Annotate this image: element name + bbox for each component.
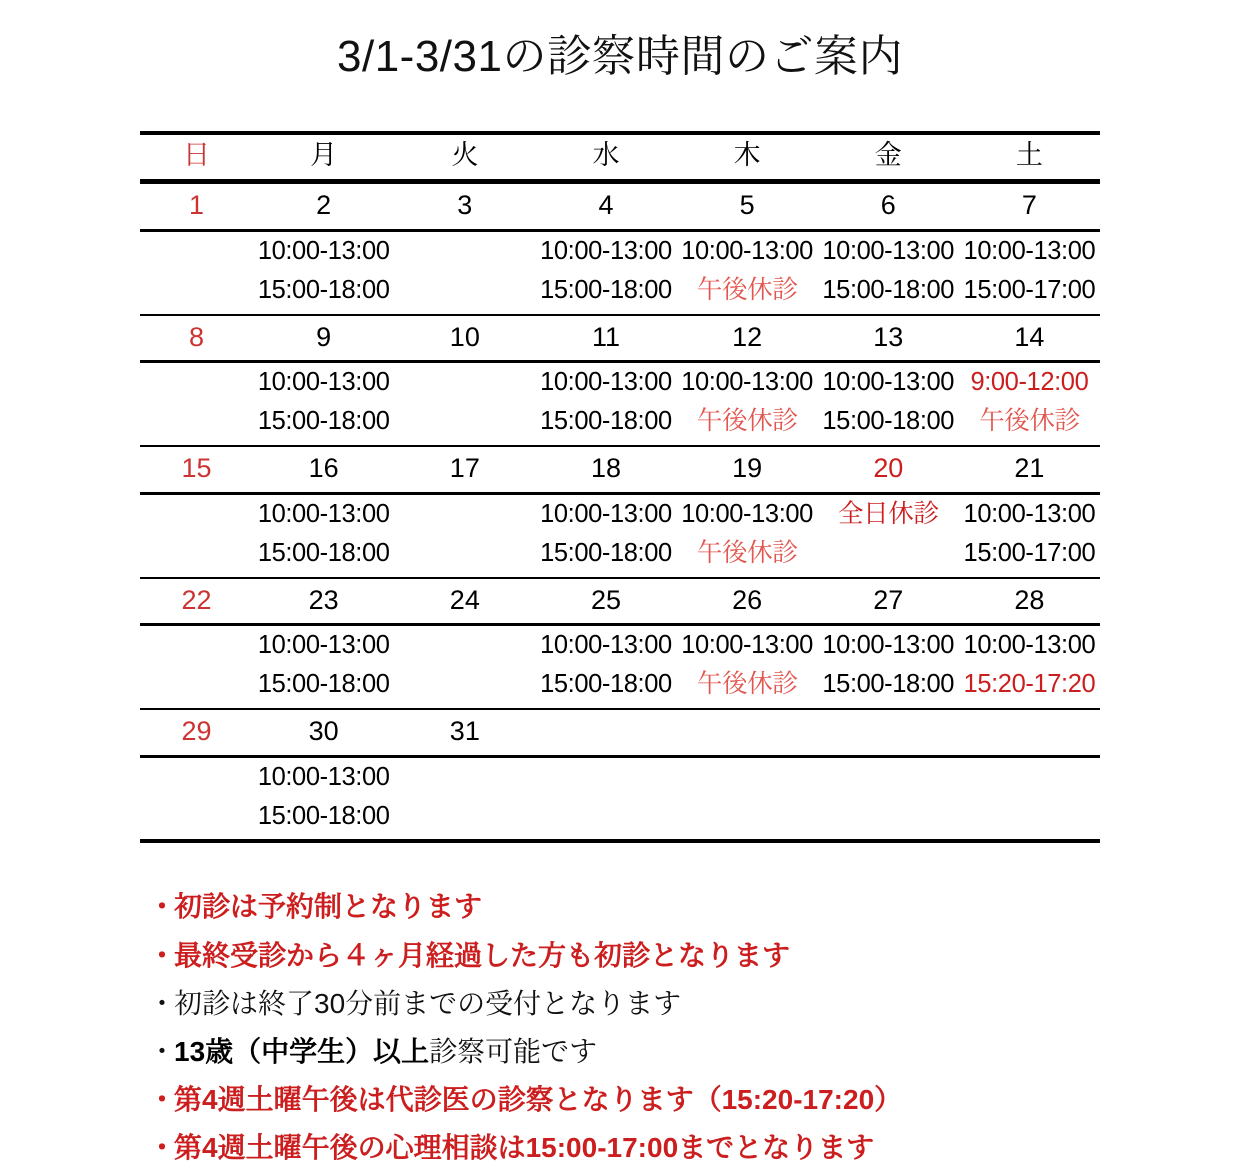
morning-hours-cell: 10:00-13:00: [681, 236, 813, 265]
date-cell: 30: [253, 709, 394, 756]
afternoon-hours-cell: [535, 797, 676, 842]
afternoon-hours-cell: 15:00-18:00: [540, 275, 672, 304]
note-bullet-icon: ・: [148, 987, 175, 1019]
date-cell: 3: [394, 183, 535, 230]
note-item-4: [148, 1028, 1148, 1076]
morning-hours-cell: [959, 756, 1100, 796]
date-cell: 8: [140, 315, 253, 362]
note-text: 第4週土曜午後は代診医の診察となります（15:20-17:20）: [174, 1084, 903, 1116]
date-row: [140, 315, 1100, 362]
morning-hours-cell: 10:00-13:00: [540, 631, 672, 660]
afternoon-hours-cell: 午後休診: [696, 538, 798, 567]
date-row: [140, 446, 1100, 493]
note-bullet-icon: ・: [148, 1035, 175, 1067]
note-bold-text: 13歳（中学生）以上: [174, 1035, 430, 1067]
morning-hours-cell: 10:00-13:00: [257, 499, 390, 528]
date-cell: [535, 709, 676, 756]
morning-hours-cell: 10:00-13:00: [963, 499, 1096, 528]
note-text: 初診は終了30分前までの受付となります: [174, 987, 682, 1019]
afternoon-hours-cell: 15:00-18:00: [540, 670, 672, 699]
weekday-header-5: 金: [818, 133, 959, 181]
afternoon-hours-cell: [140, 271, 253, 315]
note-item-2: [148, 932, 1148, 980]
date-cell: 20: [818, 446, 959, 493]
weekday-header-3: 水: [535, 133, 676, 181]
afternoon-hours-cell: 15:00-17:00: [963, 275, 1096, 304]
weekday-header-1: 月: [253, 133, 394, 181]
date-cell: 2: [253, 183, 394, 230]
note-item-6: [148, 1124, 1148, 1172]
rule-cell: [253, 841, 394, 843]
afternoon-hours-cell: [394, 271, 535, 315]
date-cell: 14: [959, 315, 1100, 362]
weekday-header-2: 火: [394, 133, 535, 181]
morning-hours-cell: [394, 756, 535, 796]
date-cell: 4: [535, 183, 676, 230]
afternoon-hours-cell: 15:00-18:00: [257, 275, 390, 304]
afternoon-hours-cell: 15:00-18:00: [257, 670, 390, 699]
afternoon-hours-cell: 午後休診: [979, 407, 1080, 436]
date-cell: 5: [677, 183, 818, 230]
morning-hours-cell: [140, 625, 253, 665]
morning-hours-row: [140, 625, 1100, 665]
date-cell: 1: [140, 183, 253, 230]
date-cell: 28: [959, 578, 1100, 625]
morning-hours-cell: [140, 756, 253, 796]
date-cell: 22: [140, 578, 253, 625]
date-row: [140, 578, 1100, 625]
date-cell: 31: [394, 709, 535, 756]
morning-hours-cell: 10:00-13:00: [540, 368, 672, 397]
date-cell: [677, 709, 818, 756]
note-text: 第4週土曜午後の心理相談は15:00-17:00までとなります: [174, 1132, 875, 1164]
afternoon-hours-cell: 15:00-17:00: [963, 538, 1096, 567]
afternoon-hours-cell: 午後休診: [696, 275, 798, 304]
morning-hours-cell: [535, 756, 676, 796]
morning-hours-cell: [394, 230, 535, 270]
weekday-header-4: 木: [677, 133, 818, 181]
morning-hours-row: [140, 362, 1100, 402]
afternoon-hours-cell: 15:00-18:00: [822, 407, 955, 436]
morning-hours-row: [140, 756, 1100, 796]
afternoon-hours-cell: [140, 797, 253, 842]
date-cell: 15: [140, 446, 253, 493]
morning-hours-cell: [818, 756, 959, 796]
afternoon-hours-row: [140, 271, 1100, 315]
date-cell: 21: [959, 446, 1100, 493]
afternoon-hours-row: [140, 665, 1100, 709]
morning-hours-cell: 10:00-13:00: [963, 631, 1096, 660]
weekday-header-0: 日: [140, 133, 253, 181]
afternoon-hours-cell: [818, 534, 959, 578]
note-bullet-icon: ・: [148, 891, 175, 923]
morning-hours-row: [140, 230, 1100, 270]
morning-hours-cell: [140, 362, 253, 402]
afternoon-hours-cell: [818, 797, 959, 842]
note-bullet-icon: ・: [148, 1084, 175, 1116]
afternoon-hours-cell: [677, 797, 818, 842]
morning-hours-cell: 全日休診: [838, 499, 939, 528]
note-text: 初診は予約制となります: [174, 891, 483, 923]
date-cell: 24: [394, 578, 535, 625]
afternoon-hours-cell: [140, 534, 253, 578]
morning-hours-cell: 9:00-12:00: [970, 368, 1089, 397]
schedule-table: [140, 131, 1100, 844]
rule-cell: [677, 841, 818, 843]
morning-hours-cell: 10:00-13:00: [257, 368, 390, 397]
weekday-header-6: 土: [959, 133, 1100, 181]
morning-hours-row: [140, 493, 1100, 533]
morning-hours-cell: 10:00-13:00: [681, 631, 813, 660]
note-bullet-icon: ・: [148, 939, 175, 971]
page-title: 3/1-3/31の診察時間のご案内: [337, 32, 903, 81]
afternoon-hours-cell: 15:00-18:00: [540, 538, 672, 567]
morning-hours-cell: 10:00-13:00: [963, 236, 1096, 265]
note-plain-text: 診察可能です: [429, 1035, 598, 1067]
afternoon-hours-cell: 午後休診: [696, 670, 798, 699]
date-cell: 13: [818, 315, 959, 362]
morning-hours-cell: 10:00-13:00: [822, 368, 955, 397]
date-cell: 16: [253, 446, 394, 493]
morning-hours-cell: 10:00-13:00: [681, 368, 813, 397]
morning-hours-cell: [677, 756, 818, 796]
afternoon-hours-cell: [394, 797, 535, 842]
morning-hours-cell: [394, 493, 535, 533]
notes-list: [148, 883, 1148, 1172]
rule-cell: [535, 841, 676, 843]
afternoon-hours-cell: [394, 402, 535, 446]
afternoon-hours-cell: 15:00-18:00: [257, 538, 390, 567]
afternoon-hours-cell: 15:00-18:00: [540, 407, 672, 436]
afternoon-hours-cell: [140, 402, 253, 446]
afternoon-hours-cell: 15:00-18:00: [822, 275, 955, 304]
note-item-3: [148, 980, 1148, 1028]
morning-hours-cell: 10:00-13:00: [822, 236, 955, 265]
date-cell: 23: [253, 578, 394, 625]
afternoon-hours-row: [140, 797, 1100, 842]
date-cell: 9: [253, 315, 394, 362]
date-cell: 6: [818, 183, 959, 230]
afternoon-hours-cell: [394, 534, 535, 578]
afternoon-hours-cell: [394, 665, 535, 709]
note-text: 最終受診から４ヶ月経過した方も初診となります: [174, 939, 791, 971]
morning-hours-cell: [394, 625, 535, 665]
afternoon-hours-cell: 15:00-18:00: [257, 801, 390, 830]
date-cell: 19: [677, 446, 818, 493]
date-cell: 17: [394, 446, 535, 493]
date-cell: 12: [677, 315, 818, 362]
morning-hours-cell: 10:00-13:00: [257, 631, 390, 660]
rule-cell: [394, 841, 535, 843]
note-item-1: [148, 883, 1148, 931]
rule-cell: [818, 841, 959, 843]
note-bullet-icon: ・: [148, 1132, 175, 1164]
date-cell: 18: [535, 446, 676, 493]
morning-hours-cell: 10:00-13:00: [822, 631, 955, 660]
date-cell: 29: [140, 709, 253, 756]
note-item-5: [148, 1076, 1148, 1124]
morning-hours-cell: [140, 493, 253, 533]
weekday-header-row: [140, 133, 1100, 181]
afternoon-hours-cell: 15:00-18:00: [822, 670, 955, 699]
morning-hours-cell: [140, 230, 253, 270]
morning-hours-cell: 10:00-13:00: [540, 499, 672, 528]
afternoon-hours-cell: [140, 665, 253, 709]
rule-cell: [959, 841, 1100, 843]
afternoon-hours-cell: [959, 797, 1100, 842]
morning-hours-cell: 10:00-13:00: [257, 762, 390, 791]
rule-cell: [140, 841, 253, 843]
date-cell: 26: [677, 578, 818, 625]
morning-hours-cell: [394, 362, 535, 402]
morning-hours-cell: 10:00-13:00: [257, 236, 390, 265]
date-cell: 25: [535, 578, 676, 625]
date-row: [140, 183, 1100, 230]
date-cell: 10: [394, 315, 535, 362]
date-cell: 11: [535, 315, 676, 362]
afternoon-hours-row: [140, 402, 1100, 446]
afternoon-hours-cell: 15:00-18:00: [257, 407, 390, 436]
afternoon-hours-cell: 午後休診: [696, 407, 798, 436]
date-cell: [959, 709, 1100, 756]
date-cell: [818, 709, 959, 756]
calendar-container: [140, 131, 1100, 844]
date-cell: 27: [818, 578, 959, 625]
afternoon-hours-row: [140, 534, 1100, 578]
date-row: [140, 709, 1100, 756]
morning-hours-cell: 10:00-13:00: [681, 499, 813, 528]
date-cell: 7: [959, 183, 1100, 230]
table-bottom-rule: [140, 841, 1100, 843]
morning-hours-cell: 10:00-13:00: [540, 236, 672, 265]
afternoon-hours-cell: 15:20-17:20: [963, 670, 1096, 699]
